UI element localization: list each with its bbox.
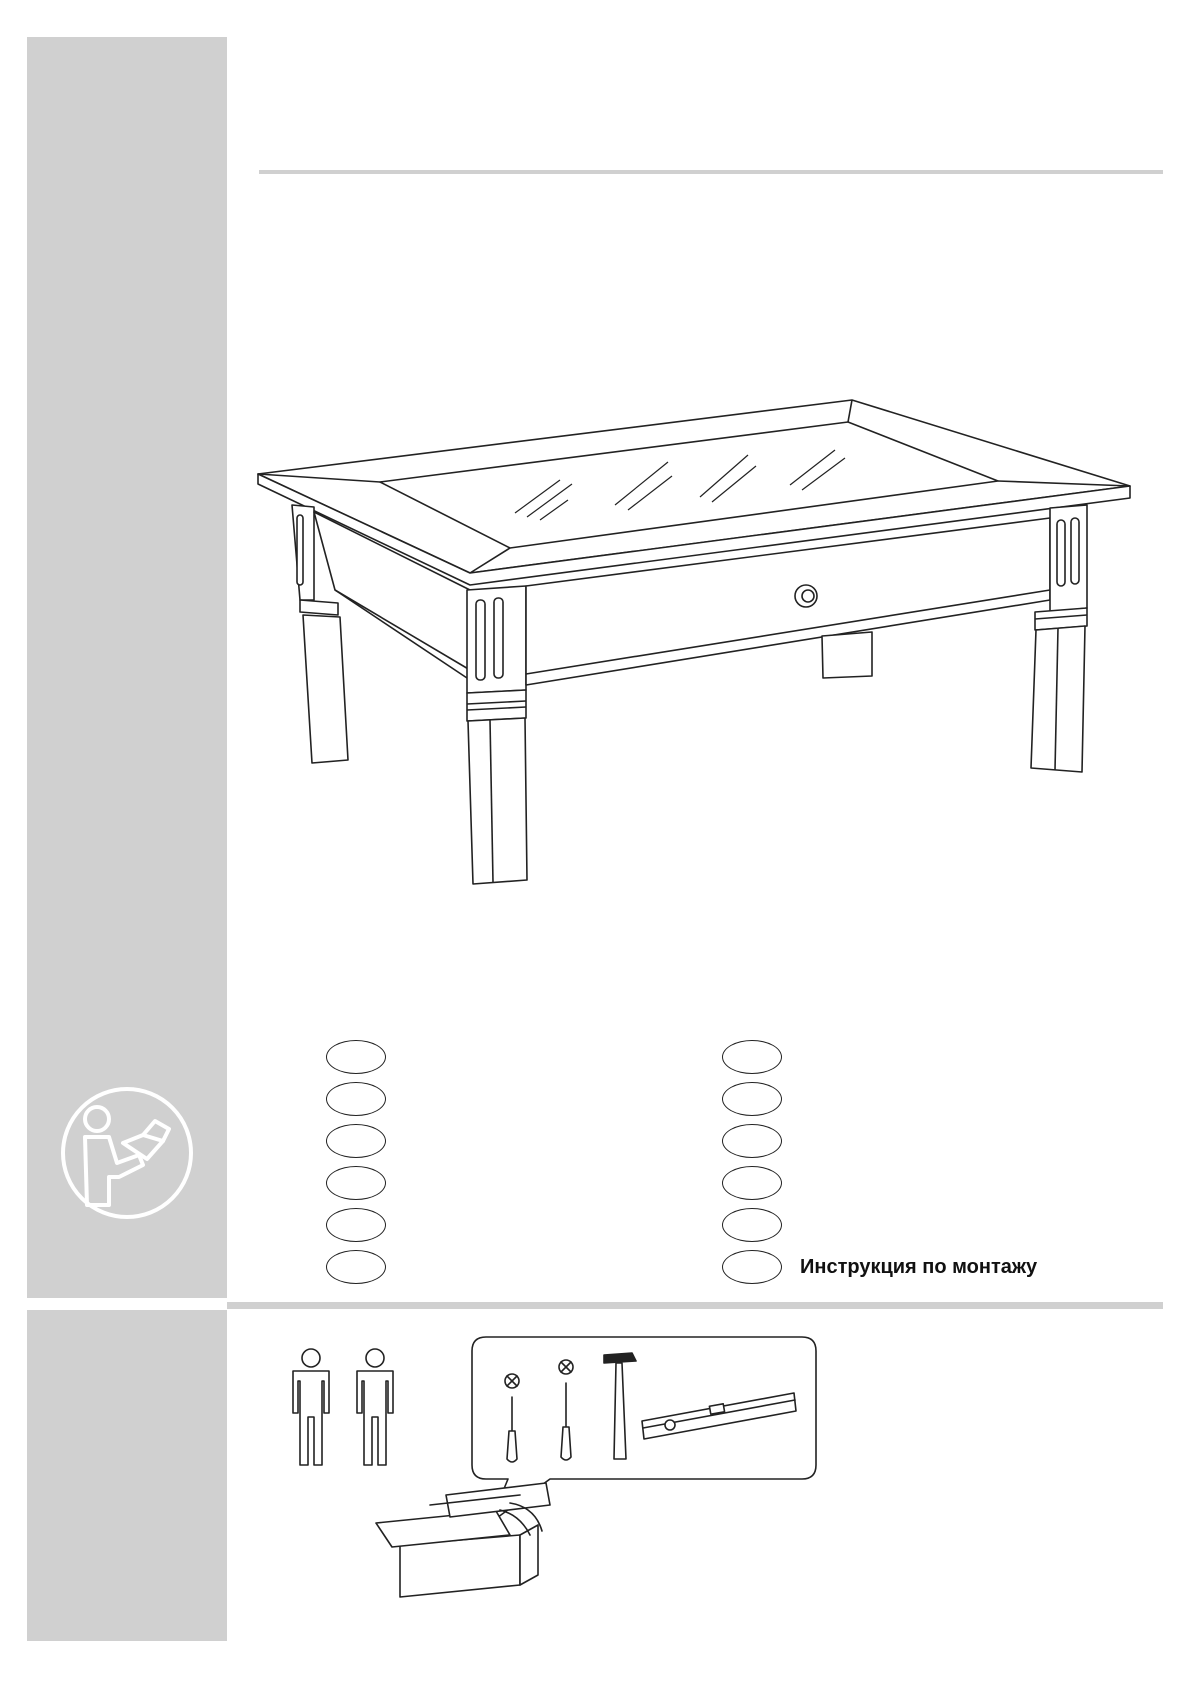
language-badge — [326, 1124, 386, 1158]
leg-back-right — [822, 632, 872, 678]
tools-illustration — [370, 1335, 820, 1615]
language-list-left — [326, 1036, 404, 1288]
language-row — [722, 1204, 1037, 1246]
language-row — [326, 1120, 404, 1162]
language-title: Инструкция по монтажу — [800, 1255, 1038, 1278]
language-row — [722, 1036, 1037, 1078]
person-icon — [293, 1349, 329, 1465]
language-badge — [722, 1250, 782, 1284]
toolbox-icon — [376, 1483, 550, 1597]
language-row — [326, 1204, 404, 1246]
language-row — [326, 1162, 404, 1204]
language-row — [326, 1246, 404, 1288]
leg-front-left — [467, 586, 527, 884]
language-badge — [326, 1250, 386, 1284]
language-badge — [326, 1166, 386, 1200]
language-badge — [722, 1208, 782, 1242]
language-row — [722, 1120, 1037, 1162]
language-badge — [722, 1166, 782, 1200]
language-badge — [722, 1040, 782, 1074]
language-row — [326, 1036, 404, 1078]
language-list-right — [722, 1036, 1037, 1288]
language-row — [722, 1246, 1037, 1288]
language-badge — [326, 1082, 386, 1116]
language-row — [722, 1078, 1037, 1120]
language-badge — [326, 1208, 386, 1242]
language-badge — [326, 1040, 386, 1074]
language-badge — [722, 1124, 782, 1158]
language-row — [722, 1162, 1037, 1204]
language-badge — [722, 1082, 782, 1116]
language-row — [326, 1078, 404, 1120]
person-reading-manual-icon — [59, 1085, 195, 1221]
